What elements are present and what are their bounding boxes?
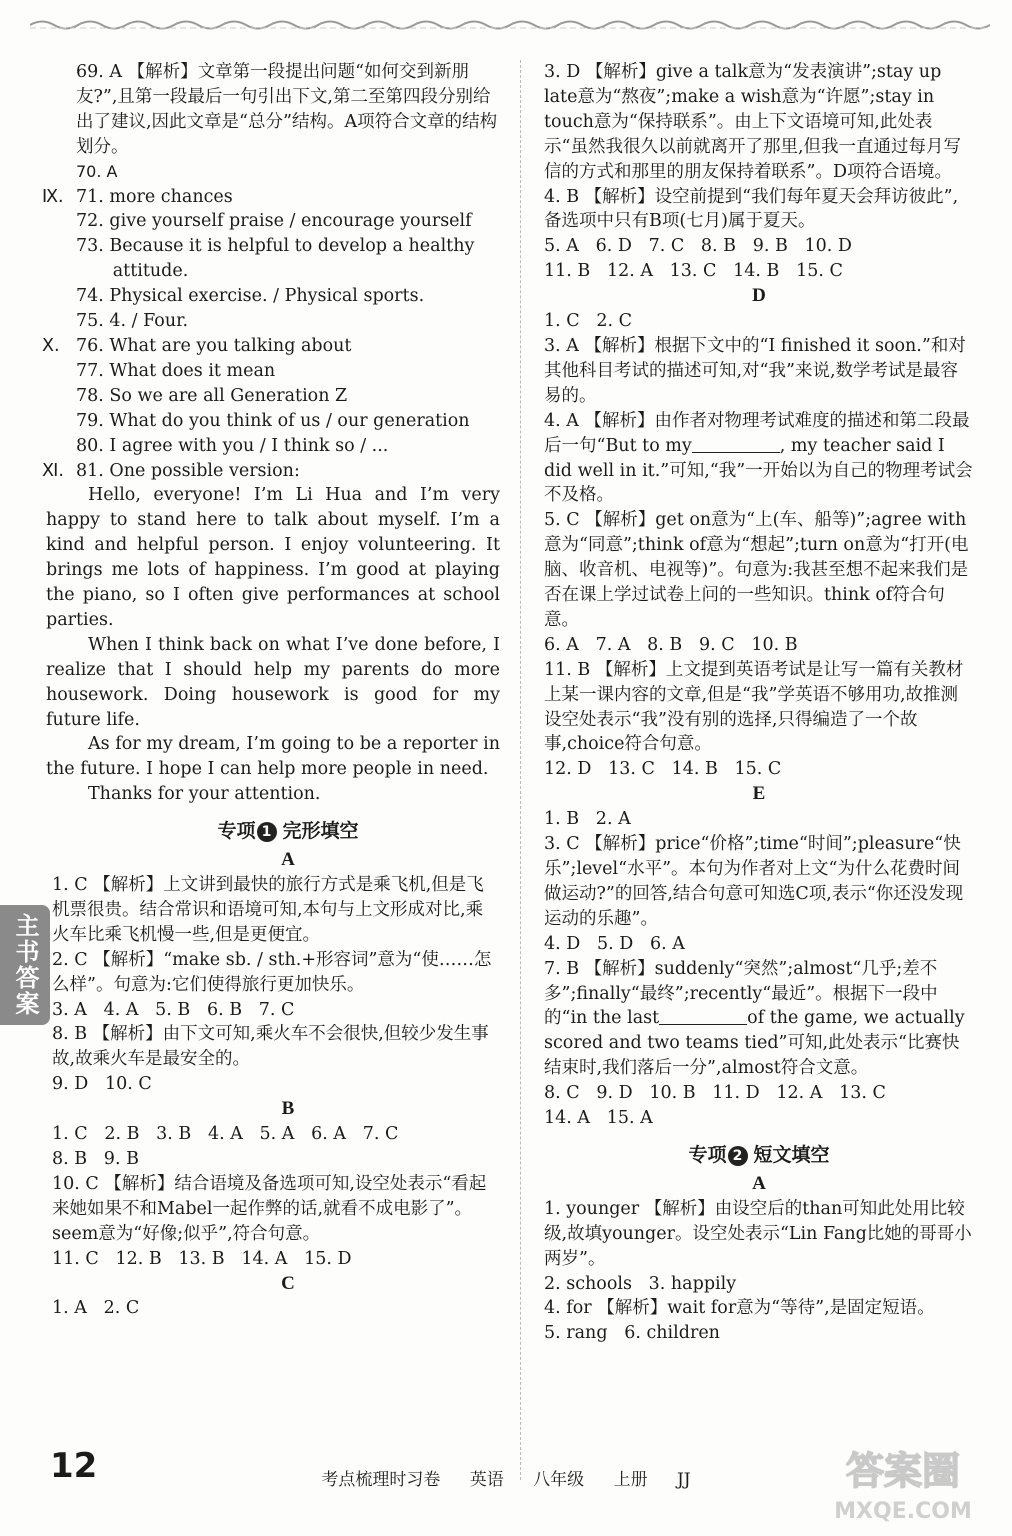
fill-a-2-3: 2. schools 3. happily <box>544 1273 737 1294</box>
answer-blank <box>659 1024 747 1025</box>
cloze-d-11: 11. B 【解析】上文提到英语考试是让写一篇有关教材上某一课内容的文章,但是“我”学英语不够用功,故推测设空处表示“我”没有别的选择,只得编造了一个故事,choice符合句意。 <box>544 659 964 755</box>
essay-paragraph: When I think back on what I’ve done before, I realize that I should help my parents do more housework. Doing housework is good for my future life. <box>46 634 500 730</box>
cloze-b-10: 10. C 【解析】结合语境及备选项可知,设空处表示“看起来她如果不和Mabel一起作弊的话,就看不成电影了”。seem意为“好像;似乎”,符合句意。 <box>52 1173 487 1244</box>
section-x-label: Ⅹ. <box>42 335 60 356</box>
section-heading-fill-in <box>544 1143 974 1168</box>
decorative-header-wave <box>30 18 990 32</box>
answer-79: 79. What do you think of us / our generation <box>76 410 470 431</box>
cloze-c-11-15: 11. B 12. A 13. C 14. B 15. C <box>544 261 843 282</box>
fill-a-5-6: 5. rang 6. children <box>544 1323 720 1344</box>
column-divider <box>520 60 521 1480</box>
right-column <box>544 60 974 1346</box>
cloze-e-14-15: 14. A 15. A <box>544 1108 653 1129</box>
part-label-b: B <box>281 1098 295 1120</box>
fill-a-1: 1. younger 【解析】由设空后的than可知此处用比较级,故填younger。设空处表示“Lin Fang比她的哥哥小两岁”。 <box>544 1198 972 1269</box>
cloze-d-4-text-b: , my teacher said I did well in it.”可知,“我”一开始以为自己的物理考试会不及格。 <box>544 435 973 506</box>
part-label-c: C <box>281 1272 295 1294</box>
sample-essay <box>46 483 500 807</box>
cloze-b-1-7: 1. C 2. B 3. B 4. A 5. A 6. A 7. C <box>52 1124 399 1145</box>
answer-71: 71. more chances <box>76 186 233 207</box>
cloze-a-8: 8. B 【解析】由下文可知,乘火车不会很快,但较少发生事故,故乘火车是最安全的。 <box>52 1024 489 1070</box>
section-ix <box>42 185 500 334</box>
answer-70: 70. A <box>76 161 118 181</box>
section-xi-label: Ⅺ. <box>42 460 64 481</box>
footer-grade: 八年级 <box>533 1470 585 1490</box>
section-prefix: 专项 <box>688 1143 727 1166</box>
cloze-c-3: 3. D 【解析】give a talk意为“发表演讲”;stay up late意为“熬夜”;make a wish意为“许愿”;stay in touch意为“保持联系”。由上下文语境可知,此处表示“虽然我很久以前就离开了那里,但我一直通过每月写信的方式和那里的朋友保持着联系”。D项符合语境。 <box>544 62 962 182</box>
cloze-e-7 <box>544 957 974 1082</box>
cloze-d-1-2: 1. C 2. C <box>544 311 632 332</box>
section-title: 完形填空 <box>282 820 359 843</box>
cloze-b-11-15: 11. C 12. B 13. B 14. A 15. D <box>52 1248 352 1269</box>
answer-73: 73. Because it is helpful to develop a healthy attitude. <box>76 236 475 282</box>
section-heading-cloze <box>76 819 500 844</box>
cloze-c-4: 4. B 【解析】设空前提到“我们每年夏天会拜访彼此”,备选项中只有B项(七月)属于夏天。 <box>544 186 959 232</box>
essay-paragraph: Thanks for your attention. <box>88 784 321 805</box>
cloze-d-3: 3. A 【解析】根据下文中的“I finished it soon.”和对其他科目考试的描述可知,对“我”来说,数学考试是最容易的。 <box>544 335 966 406</box>
left-column <box>42 60 500 1321</box>
answer-69: 69. A 【解析】文章第一段提出问题“如何交到新朋友?”,且第一段最后一句引出下文,第二至第四段分别给出了建议,因此文章是“总分”结构。A项符合文章的结构划分。 <box>76 62 498 157</box>
part-label-a2: A <box>752 1172 766 1194</box>
cloze-d-4-text-a: 4. A 【解析】由作者对物理考试难度的描述和第二段最后一句“But to my <box>544 410 970 456</box>
section-number-badge: 2 <box>728 1146 748 1166</box>
answer-76: 76. What are you talking about <box>76 335 352 356</box>
watermark-text-top: 答案圈 <box>845 1449 961 1493</box>
answer-78: 78. So we are all Generation Z <box>76 385 348 406</box>
footer-subject: 英语 <box>469 1470 504 1490</box>
cloze-e-4-6: 4. D 5. D 6. A <box>544 933 685 954</box>
watermark-text-bottom: MXQE.COM <box>834 1499 972 1524</box>
answer-75: 75. 4. / Four. <box>76 311 189 332</box>
section-title: 短文填空 <box>753 1143 830 1166</box>
part-label-a: A <box>281 849 295 871</box>
cloze-c-1-2: 1. A 2. C <box>52 1298 140 1319</box>
cloze-a-3-7: 3. A 4. A 5. B 6. B 7. C <box>52 999 295 1020</box>
footer-edition: JJ <box>676 1470 691 1490</box>
cloze-d-5: 5. C 【解析】get on意为“上(车、船等)”;agree with意为“同意”;think of意为“想起”;turn on意为“打开(电脑、收音机、电视等)”。句意为:我甚至想不起来我们是否在课上学过试卷上问的一些知识。think of符合句意。 <box>544 510 969 630</box>
cloze-e-7-text-b: of the game, we actually scored and two teams tied”可知,此处表示“比赛快结束时,我们落后一分”,almost符合文意。 <box>544 1008 965 1079</box>
section-x <box>42 334 500 459</box>
cloze-e-7-text-a: 7. B 【解析】suddenly“突然”;almost“几乎;差不多”;finally“最终”;recently“最近”。根据下一段中的“in the last <box>544 958 938 1029</box>
cloze-e-3: 3. C 【解析】price“价格”;time“时间”;pleasure“快乐”;level“水平”。本句为作者对上文“为什么花费时间做运动?”的回答,结合句意可知选C项,表示“你还没发现运动的乐趣”。 <box>544 834 964 929</box>
essay-paragraph: As for my dream, I’m going to be a reporter in the future. I hope I can help more people in need. <box>46 734 500 780</box>
cloze-d-6-10: 6. A 7. A 8. B 9. C 10. B <box>544 634 798 655</box>
cloze-e-8-13: 8. C 9. D 10. B 11. D 12. A 13. C <box>544 1083 886 1104</box>
section-prefix: 专项 <box>217 820 256 843</box>
watermark-logo <box>808 1440 998 1526</box>
cloze-d-12-15: 12. D 13. C 14. B 15. C <box>544 759 782 780</box>
cloze-a-9-10: 9. D 10. C <box>52 1074 152 1095</box>
fill-a-4: 4. for 【解析】wait for意为“等待”,是固定短语。 <box>544 1298 935 1319</box>
cloze-d-4 <box>544 409 974 509</box>
cloze-a-1: 1. C 【解析】上文讲到最快的旅行方式是乘飞机,但是飞机票很贵。结合常识和语境可知,本句与上文形成对比,乘火车比乘飞机慢一些,但是更便宜。 <box>52 875 484 945</box>
footer-book-title: 考点梳理时习卷 <box>321 1470 441 1490</box>
answer-81-head: 81. One possible version: <box>76 460 300 481</box>
side-tab-answer-key: 主书答案 <box>0 905 50 1025</box>
footer-volume: 上册 <box>613 1470 648 1490</box>
answer-77: 77. What does it mean <box>76 360 276 381</box>
essay-paragraph: Hello, everyone! I’m Li Hua and I’m very happy to stand here to talk about myself. I’m a kind and helpful person. I enjoy volunteering. It brings me lots of happiness. I’m good at playing the piano, so I often give performances at school parties. <box>46 485 500 630</box>
section-number-badge: 1 <box>257 822 277 842</box>
cloze-a-2: 2. C 【解析】“make sb. / sth.+形容词”意为“使……怎么样”。句意为:它们使得旅行更加快乐。 <box>52 949 492 995</box>
cloze-e-1-2: 1. B 2. A <box>544 809 631 830</box>
answer-74: 74. Physical exercise. / Physical sports. <box>76 286 425 307</box>
section-ix-label: Ⅸ. <box>42 186 64 207</box>
answer-80: 80. I agree with you / I think so / ... <box>76 435 389 456</box>
answer-72: 72. give yourself praise / encourage yourself <box>76 211 472 232</box>
part-label-d: D <box>752 285 766 307</box>
page-number: 12 <box>50 1446 98 1486</box>
part-label-e: E <box>752 783 766 805</box>
cloze-c-5-10: 5. A 6. D 7. C 8. B 9. B 10. D <box>544 236 852 257</box>
cloze-b-8-9: 8. B 9. B <box>52 1148 139 1169</box>
section-xi <box>42 459 500 808</box>
answer-blank <box>692 452 780 453</box>
